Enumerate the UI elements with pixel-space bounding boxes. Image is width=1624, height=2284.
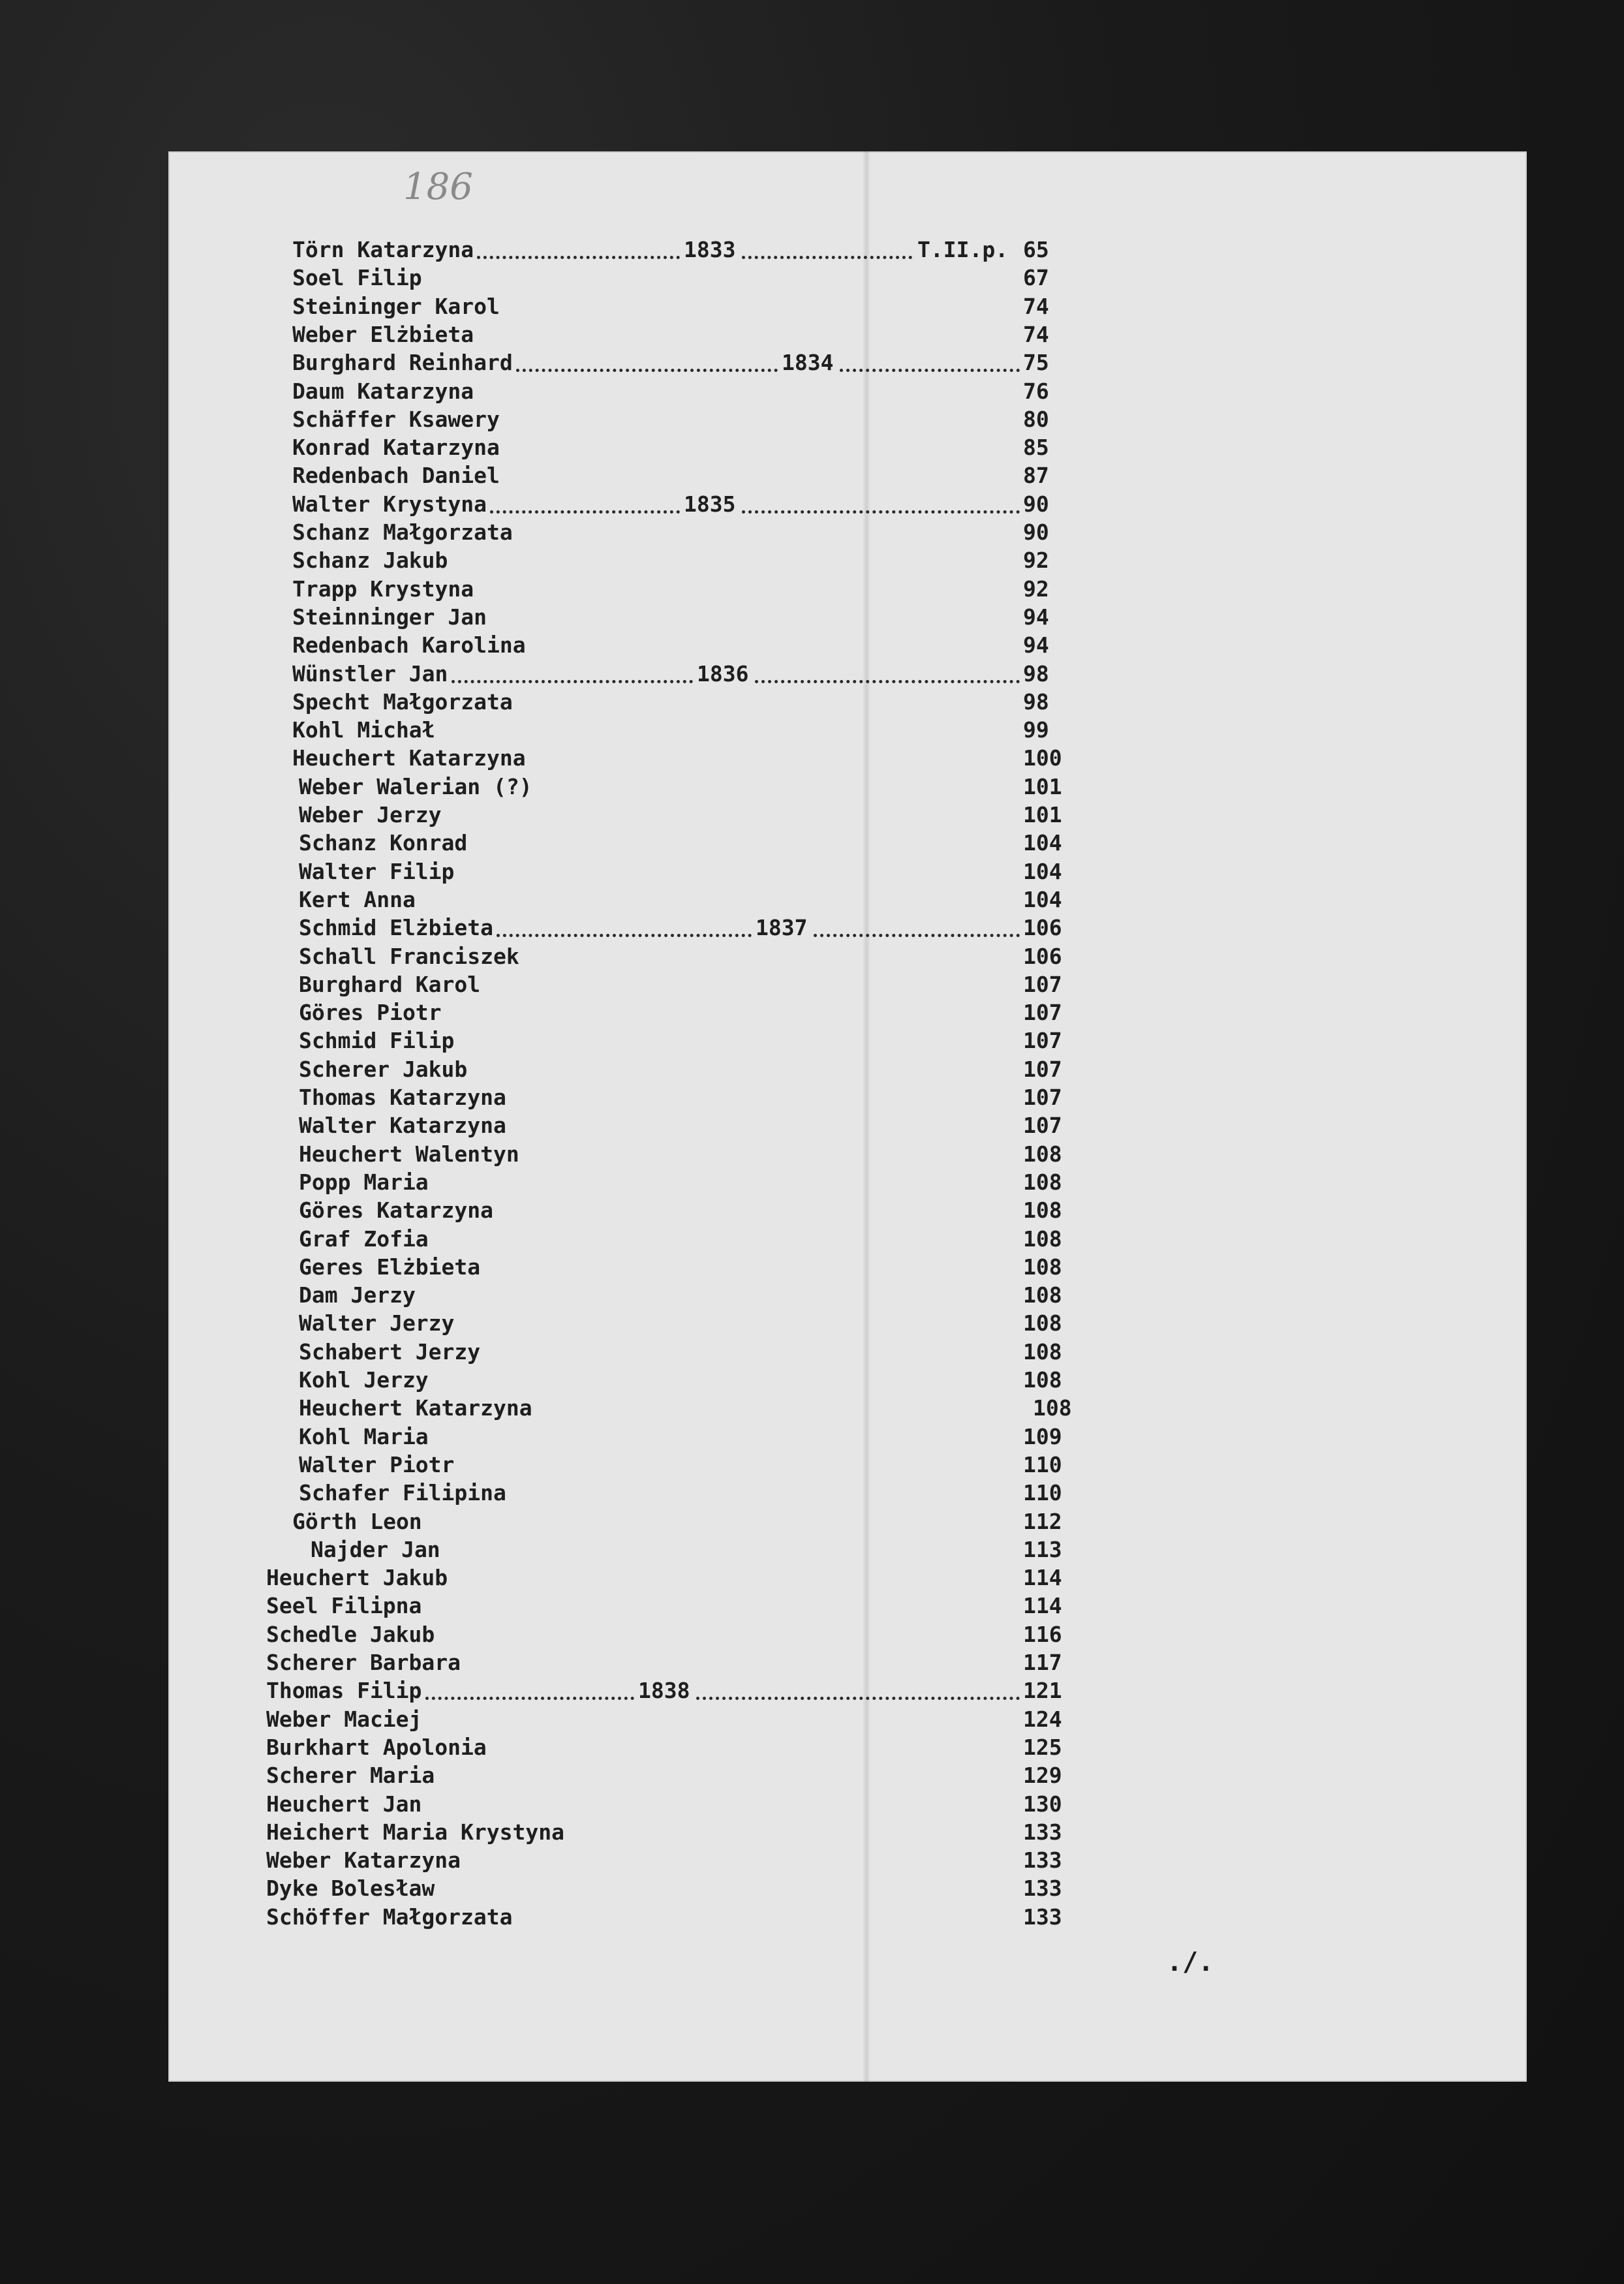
entry-name: Dam Jerzy [299, 1282, 416, 1308]
page-number: 133 [1023, 1819, 1062, 1845]
year-marker: 1836 [697, 660, 749, 687]
page-number: 92 [1023, 548, 1049, 574]
entry-name: Schanz Konrad [299, 830, 468, 856]
index-entry [168, 1677, 1473, 1705]
index-entry [168, 1819, 1473, 1846]
entry-name: Scherer Maria [266, 1763, 435, 1789]
page-number: 104 [1023, 886, 1062, 912]
index-entry [168, 491, 1473, 518]
index-entry [168, 660, 1473, 688]
entry-name: Seel Filipna [266, 1593, 422, 1619]
page-number: 107 [1023, 1056, 1062, 1082]
entry-name: Weber Jerzy [299, 802, 442, 827]
index-entry [168, 943, 1473, 970]
page-number: 94 [1023, 632, 1049, 658]
index-entry [168, 1027, 1473, 1055]
index-entry [168, 378, 1473, 405]
dot-leader [696, 1697, 1020, 1700]
page-number: 116 [1023, 1621, 1062, 1647]
page-number: 87 [1023, 463, 1049, 489]
year-marker: 1834 [782, 350, 834, 376]
page-number: 85 [1023, 435, 1049, 461]
page-number: 114 [1023, 1593, 1062, 1619]
entry-name: Thomas Katarzyna [299, 1085, 506, 1110]
entry-name: Weber Elżbieta [292, 321, 474, 347]
page-number: 104 [1023, 858, 1062, 884]
page-number: 110 [1023, 1480, 1062, 1506]
index-entry [168, 1649, 1473, 1676]
page-number: 125 [1023, 1734, 1062, 1760]
year-marker: 1833 [684, 237, 736, 262]
page-number: 114 [1023, 1565, 1062, 1591]
entry-name: Schanz Małgorzata [292, 519, 513, 545]
page-number: 90 [1023, 491, 1049, 517]
index-entry [168, 829, 1473, 857]
dot-leader [490, 510, 680, 514]
page-number: 67 [1023, 265, 1049, 291]
index-entry [168, 858, 1473, 886]
index-entry [168, 1366, 1473, 1394]
page-number: 108 [1023, 1141, 1062, 1167]
end-mark: ./. [1167, 1947, 1214, 1977]
entry-name: Schabert Jerzy [299, 1338, 481, 1365]
page-number: 108 [1023, 1338, 1062, 1365]
year-marker: 1837 [756, 915, 808, 941]
page-number: 92 [1023, 576, 1049, 602]
entry-name: Kohl Michał [292, 717, 435, 743]
index-entry [168, 1564, 1473, 1592]
index-entry [168, 406, 1473, 433]
entry-name: Walter Jerzy [299, 1310, 455, 1336]
page-number: 75 [1023, 350, 1049, 376]
index-entry [168, 1875, 1473, 1902]
page-number: 74 [1023, 293, 1049, 319]
entry-name: Heuchert Jakub [266, 1565, 448, 1591]
entry-name: Görth Leon [292, 1508, 422, 1534]
page-number: 108 [1033, 1395, 1072, 1421]
page-number: 133 [1023, 1847, 1062, 1874]
entry-name: Steininger Karol [292, 293, 500, 319]
index-entry [168, 1762, 1473, 1789]
index-entry [168, 745, 1473, 772]
entry-name: Göres Katarzyna [299, 1197, 494, 1224]
index-entry [168, 1197, 1473, 1224]
entry-name: Schöffer Małgorzata [266, 1904, 513, 1930]
index-entry [168, 1508, 1473, 1536]
entry-name: Schafer Filipina [299, 1480, 506, 1506]
page-number: 107 [1023, 1113, 1062, 1139]
entry-name: Weber Walerian (?) [299, 773, 532, 799]
index-entry [168, 264, 1473, 292]
index-entry [168, 1536, 1473, 1564]
page-number: 106 [1023, 915, 1062, 941]
year-marker: 1835 [684, 491, 736, 517]
page-number: 65 [1023, 237, 1049, 262]
entry-name: Schedle Jakub [266, 1621, 435, 1647]
dot-leader [497, 934, 752, 937]
index-entry [168, 1141, 1473, 1168]
page-number: 101 [1023, 802, 1062, 827]
entry-name: Heichert Maria Krystyna [266, 1819, 564, 1845]
entry-name: Scherer Jakub [299, 1056, 468, 1082]
entry-name: Burghard Karol [299, 971, 481, 997]
page-number: 107 [1023, 971, 1062, 997]
page-number: 90 [1023, 519, 1049, 545]
index-entry [168, 1338, 1473, 1366]
page-number: 107 [1023, 1000, 1062, 1026]
page-number: 74 [1023, 321, 1049, 347]
index-entry [168, 801, 1473, 829]
page-number: 108 [1023, 1197, 1062, 1224]
entry-name: Schmid Filip [299, 1028, 455, 1054]
page-number: 121 [1023, 1678, 1062, 1704]
entry-name: Walter Krystyna [292, 491, 487, 517]
entry-name: Göres Piotr [299, 1000, 442, 1026]
dot-leader [516, 369, 778, 372]
index-entry [168, 1282, 1473, 1309]
entry-name: Trapp Krystyna [292, 576, 474, 602]
dot-leader [477, 256, 680, 259]
entry-name: Burkhart Apolonia [266, 1734, 487, 1760]
page-number: 101 [1023, 773, 1062, 799]
entry-name: Konrad Katarzyna [292, 435, 500, 461]
volume-reference: T.II.p. [917, 237, 1009, 262]
dot-leader [742, 510, 1020, 514]
page-number: 117 [1023, 1650, 1062, 1675]
entry-name: Kert Anna [299, 886, 416, 912]
entry-name: Törn Katarzyna [292, 237, 474, 262]
page-number: 107 [1023, 1028, 1062, 1054]
page-number: 107 [1023, 1085, 1062, 1110]
page-number: 98 [1023, 688, 1049, 715]
index-entry [168, 1395, 1473, 1422]
entry-name: Schall Franciszek [299, 943, 519, 969]
index-entry [168, 576, 1473, 603]
index-entry [168, 688, 1473, 716]
page-number: 106 [1023, 943, 1062, 969]
page-number: 100 [1023, 745, 1062, 771]
index-entry [168, 1056, 1473, 1083]
page-number: 112 [1023, 1508, 1062, 1534]
page-number: 108 [1023, 1310, 1062, 1336]
entry-name: Scherer Barbara [266, 1650, 461, 1675]
page-number: 113 [1023, 1536, 1062, 1562]
entry-name: Thomas Filip [266, 1678, 422, 1704]
document-page [168, 151, 1527, 2082]
index-entry [168, 1084, 1473, 1111]
entry-name: Geres Elżbieta [299, 1254, 481, 1280]
page-number: 80 [1023, 406, 1049, 432]
entry-name: Heuchert Katarzyna [299, 1395, 532, 1421]
index-entry [168, 1734, 1473, 1761]
index-entry [168, 1423, 1473, 1451]
index-entry [168, 999, 1473, 1026]
entry-name: Schanz Jakub [292, 548, 448, 574]
index-entry [168, 717, 1473, 744]
entry-name: Popp Maria [299, 1169, 429, 1195]
index-entry [168, 1621, 1473, 1648]
entry-name: Walter Filip [299, 858, 455, 884]
page-number: 133 [1023, 1904, 1062, 1930]
dot-leader [425, 1697, 634, 1700]
entry-name: Daum Katarzyna [292, 378, 474, 404]
index-entry [168, 1112, 1473, 1139]
entry-name: Weber Katarzyna [266, 1847, 461, 1874]
index-entry [168, 321, 1473, 348]
entry-name: Redenbach Karolina [292, 632, 526, 658]
index-entry [168, 1169, 1473, 1196]
index-entry [168, 293, 1473, 320]
dot-leader [742, 256, 912, 259]
index-entry [168, 914, 1473, 942]
entry-name: Specht Małgorzata [292, 688, 513, 715]
index-entry [168, 1226, 1473, 1253]
year-marker: 1838 [638, 1678, 690, 1704]
index-entry [168, 632, 1473, 659]
page-number: 108 [1023, 1254, 1062, 1280]
entry-name: Schmid Elżbieta [299, 915, 494, 941]
index-entry [168, 1904, 1473, 1931]
index-entry [168, 886, 1473, 914]
entry-name: Kohl Maria [299, 1423, 429, 1449]
entry-name: Burghard Reinhard [292, 350, 513, 376]
page-number: 108 [1023, 1226, 1062, 1252]
index-entry [168, 236, 1473, 264]
entry-name: Heuchert Walentyn [299, 1141, 519, 1167]
entry-name: Wünstler Jan [292, 660, 448, 687]
entry-name: Dyke Bolesław [266, 1875, 435, 1902]
entry-name: Redenbach Daniel [292, 463, 500, 489]
index-entry [168, 971, 1473, 998]
entry-name: Schäffer Ksawery [292, 406, 500, 432]
index-entry [168, 1310, 1473, 1337]
index-entry [168, 1706, 1473, 1733]
index-entry [168, 1479, 1473, 1507]
page-number: 98 [1023, 660, 1049, 687]
index-entry [168, 547, 1473, 574]
page-number: 108 [1023, 1282, 1062, 1308]
entry-name: Najder Jan [311, 1536, 440, 1562]
pencil-page-number: 186 [403, 166, 473, 208]
page-number: 124 [1023, 1706, 1062, 1732]
index-entry [168, 1254, 1473, 1281]
dot-leader [840, 369, 1020, 372]
entry-name: Heuchert Jan [266, 1791, 422, 1817]
page-number: 129 [1023, 1763, 1062, 1789]
index-entry [168, 1592, 1473, 1620]
entry-name: Walter Katarzyna [299, 1113, 506, 1139]
dot-leader [814, 934, 1020, 937]
index-entry [168, 1451, 1473, 1479]
entry-name: Soel Filip [292, 265, 422, 291]
page-number: 108 [1023, 1169, 1062, 1195]
entry-name: Kohl Jerzy [299, 1367, 429, 1393]
page-number: 94 [1023, 604, 1049, 630]
index-entry [168, 519, 1473, 546]
page-number: 99 [1023, 717, 1049, 743]
index-entry [168, 434, 1473, 461]
index-entry [168, 349, 1473, 377]
page-number: 133 [1023, 1875, 1062, 1902]
page-number: 109 [1023, 1423, 1062, 1449]
page-number: 110 [1023, 1451, 1062, 1477]
index-entry [168, 773, 1473, 801]
page-number: 108 [1023, 1367, 1062, 1393]
index-entry [168, 604, 1473, 631]
entry-name: Heuchert Katarzyna [292, 745, 526, 771]
index-entry [168, 1791, 1473, 1818]
page-number: 76 [1023, 378, 1049, 404]
entry-name: Graf Zofia [299, 1226, 429, 1252]
index-entry [168, 1847, 1473, 1874]
entry-name: Steinninger Jan [292, 604, 487, 630]
entry-name: Weber Maciej [266, 1706, 422, 1732]
entry-name: Walter Piotr [299, 1451, 455, 1477]
dot-leader [755, 680, 1020, 683]
index-entry [168, 462, 1473, 489]
page-number: 130 [1023, 1791, 1062, 1817]
page-number: 104 [1023, 830, 1062, 856]
dot-leader [452, 680, 693, 683]
